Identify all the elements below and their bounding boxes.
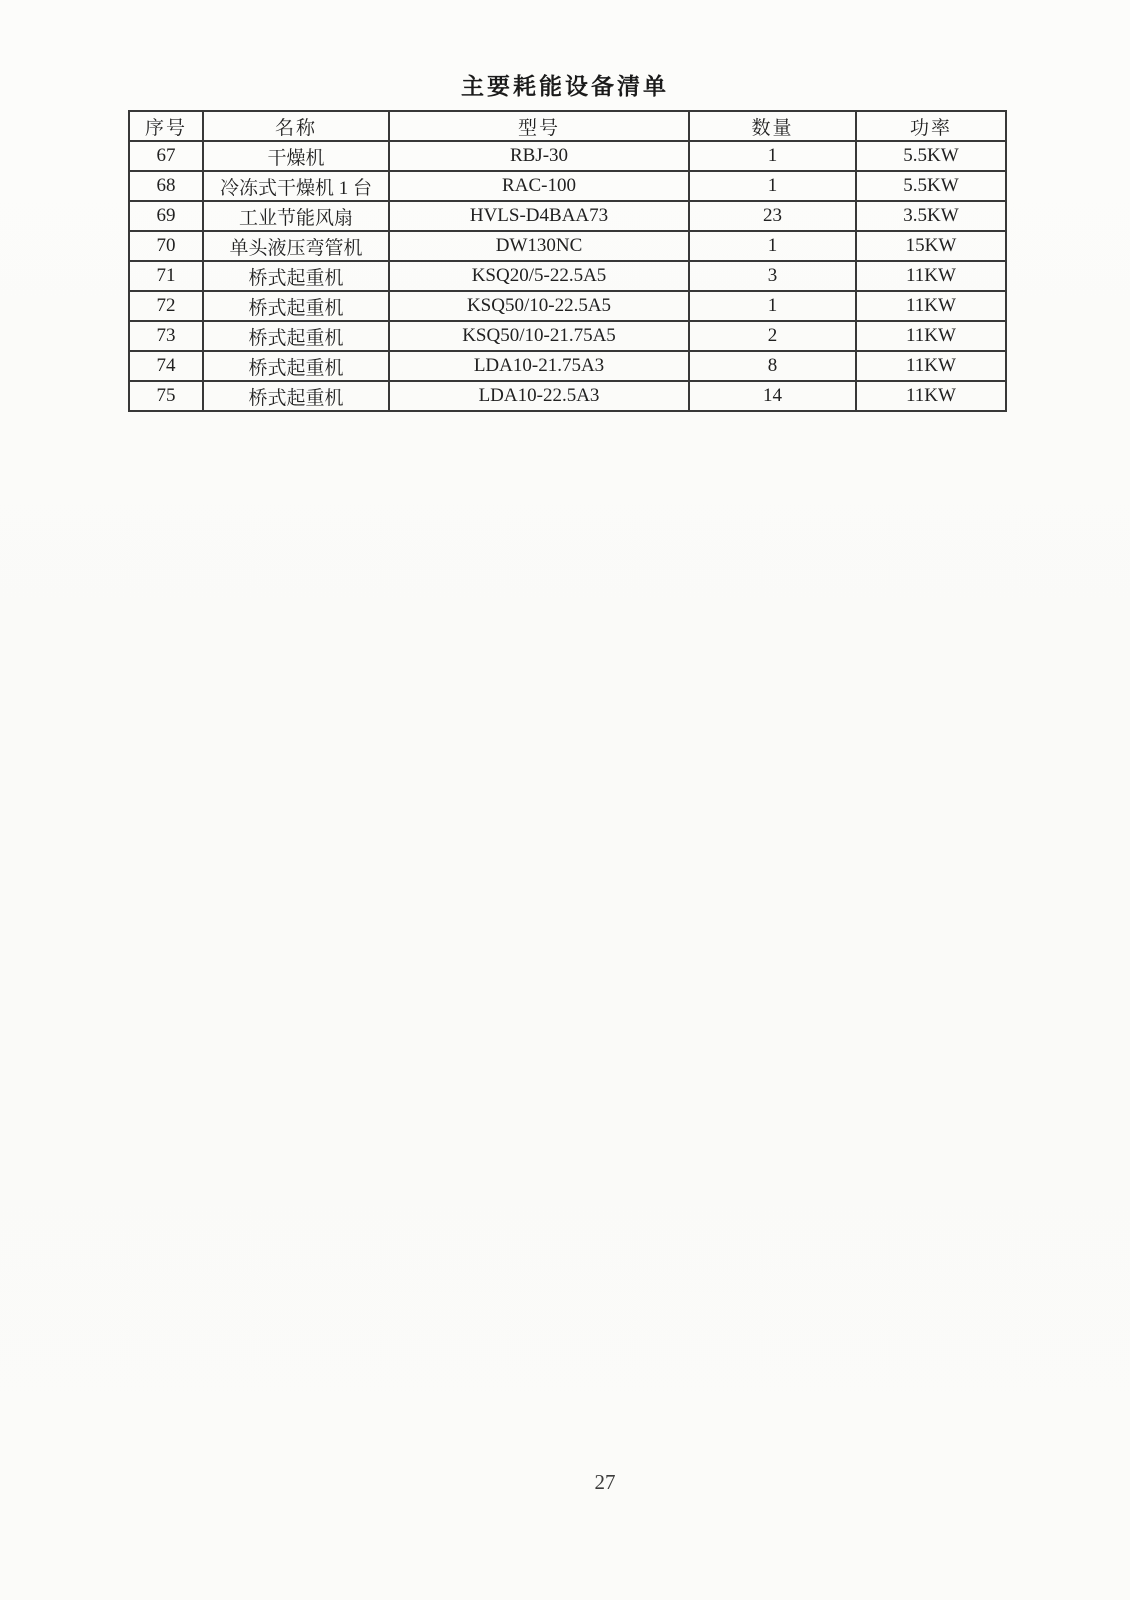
cell-model: LDA10-21.75A3 [389,351,689,381]
cell-qty: 2 [689,321,856,351]
cell-seq: 72 [129,291,203,321]
cell-power: 11KW [856,351,1006,381]
cell-model: LDA10-22.5A3 [389,381,689,411]
header-qty: 数量 [689,111,856,141]
equipment-table [128,110,1007,412]
header-name: 名称 [203,111,389,141]
header-seq: 序号 [129,111,203,141]
cell-power: 15KW [856,231,1006,261]
cell-power: 11KW [856,261,1006,291]
table-row [129,201,1006,231]
cell-name: 桥式起重机 [203,381,389,411]
table-row [129,291,1006,321]
cell-model: RBJ-30 [389,141,689,171]
cell-qty: 1 [689,291,856,321]
page-number: 27 [594,1470,616,1494]
cell-qty: 14 [689,381,856,411]
header-model: 型号 [389,111,689,141]
cell-seq: 67 [129,141,203,171]
cell-name: 桥式起重机 [203,261,389,291]
cell-power: 11KW [856,321,1006,351]
header-power: 功率 [856,111,1006,141]
cell-model: HVLS-D4BAA73 [389,201,689,231]
table-row [129,351,1006,381]
cell-name: 干燥机 [203,141,389,171]
cell-power: 11KW [856,381,1006,411]
cell-qty: 8 [689,351,856,381]
table-row [129,141,1006,171]
cell-power: 5.5KW [856,141,1006,171]
cell-qty: 23 [689,201,856,231]
cell-model: KSQ50/10-21.75A5 [389,321,689,351]
cell-seq: 73 [129,321,203,351]
cell-power: 3.5KW [856,201,1006,231]
cell-model: RAC-100 [389,171,689,201]
table-row [129,381,1006,411]
cell-power: 5.5KW [856,171,1006,201]
cell-model: DW130NC [389,231,689,261]
cell-qty: 1 [689,171,856,201]
equipment-table-header [129,111,1006,141]
cell-name: 冷冻式干燥机 1 台 [203,171,389,201]
cell-seq: 70 [129,231,203,261]
cell-seq: 74 [129,351,203,381]
cell-name: 桥式起重机 [203,291,389,321]
cell-seq: 68 [129,171,203,201]
table-row [129,171,1006,201]
cell-qty: 3 [689,261,856,291]
cell-qty: 1 [689,141,856,171]
equipment-table-body [129,141,1006,411]
cell-name: 桥式起重机 [203,321,389,351]
cell-seq: 71 [129,261,203,291]
header-row [129,111,1006,141]
cell-model: KSQ20/5-22.5A5 [389,261,689,291]
cell-seq: 69 [129,201,203,231]
cell-name: 桥式起重机 [203,351,389,381]
cell-model: KSQ50/10-22.5A5 [389,291,689,321]
cell-seq: 75 [129,381,203,411]
table-row [129,231,1006,261]
table-row [129,261,1006,291]
cell-power: 11KW [856,291,1006,321]
cell-qty: 1 [689,231,856,261]
cell-name: 单头液压弯管机 [203,231,389,261]
table-row [129,321,1006,351]
cell-name: 工业节能风扇 [203,201,389,231]
document-title: 主要耗能设备清单 [461,74,669,99]
